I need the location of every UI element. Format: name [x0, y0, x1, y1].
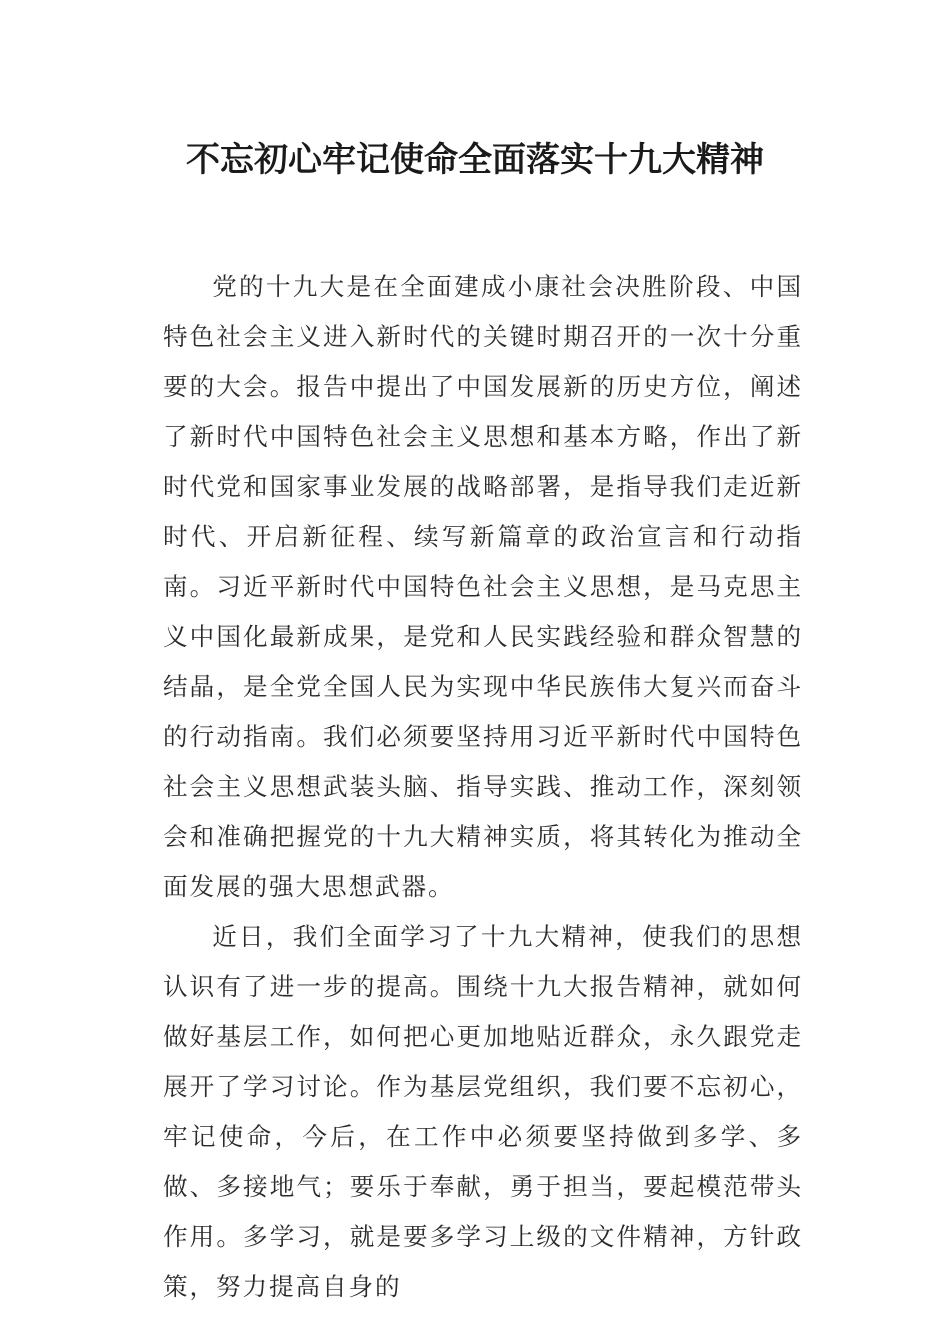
paragraph-2: 近日，我们全面学习了十九大精神，使我们的思想认识有了进一步的提高。围绕十九大报告精神，就如何做好基层工作，如何把心更加地贴近群众，永久跟党走展开了学习讨论。作为基层党组织，我们要不忘初心，牢记使命，今后，在工作中必须要坚持做到多学、多做、多接地气；要乐于奉献，勇于担当，要起模范带头作用。多学习，就是要多学习上级的文件精神，方针政策，努力提高自身的	[163, 922, 803, 1301]
paragraph-1: 党的十九大是在全面建成小康社会决胜阶段、中国特色社会主义进入新时代的关键时期召开的一次十分重要的大会。报告中提出了中国发展新的历史方位，阐述了新时代中国特色社会主义思想和基本方略，作出了新时代党和国家事业发展的战略部署，是指导我们走近新时代、开启新征程、续写新篇章的政治宣言和行动指南。习近平新时代中国特色社会主义思想，是马克思主义中国化最新成果，是党和人民实践经验和群众智慧的结晶，是全党全国人民为实现中华民族伟大复兴而奋斗的行动指南。我们必须要坚持用习近平新时代中国特色社会主义思想武装头脑、指导实践、推动工作，深刻领会和准确把握党的十九大精神实质，将其转化为推动全面发展的强大思想武器。	[163, 272, 803, 901]
document-title: 不忘初心牢记使命全面落实十九大精神	[186, 140, 764, 180]
document-body	[163, 262, 803, 1312]
